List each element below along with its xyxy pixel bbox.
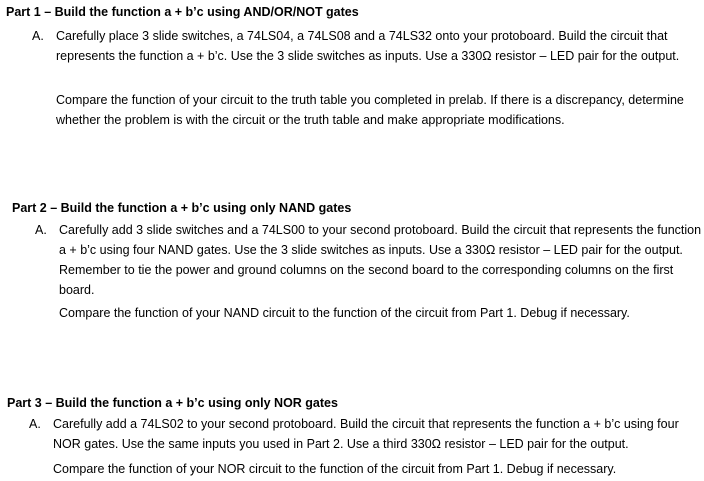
part-3-instructions: Carefully add a 74LS02 to your second protoboard. Build the circuit that represents the function a + b’c using four NOR gates. Use the same inputs you used in Part 2. Use a third 330Ω resistor – LED pair for the output. <box>53 417 679 451</box>
part-1-instructions: Carefully place 3 slide switches, a 74LS04, a 74LS08 and a 74LS32 onto your protoboard. Build the circuit that represents the function a + b’c. Use the 3 slide switches as inputs. Use a 330Ω resistor – LED pair for the output. <box>56 29 680 63</box>
part-3-compare-note: Compare the function of your NOR circuit to the function of the circuit from Part 1. Debug if necessary. <box>53 462 617 476</box>
part-3-item-marker: A. <box>29 417 41 431</box>
part-2-instructions: Carefully add 3 slide switches and a 74LS00 to your second protoboard. Build the circuit that represents the function a + b’c using four NAND gates. Use the 3 slide switches as inputs. Use a 330Ω resistor – LED pair for the output. Remember to tie the power and ground columns on the second board to the corresponding columns on the first board. <box>59 223 702 297</box>
part-2-item-marker: A. <box>35 223 47 237</box>
part-2-heading: Part 2 – Build the function a + b’c using only NAND gates <box>12 201 352 215</box>
part-1-heading: Part 1 – Build the function a + b’c using AND/OR/NOT gates <box>6 5 359 19</box>
part-1-compare-note: Compare the function of your circuit to the truth table you completed in prelab. If there is a discrepancy, determine whether the problem is with the circuit or the truth table and make appropriate modifications. <box>56 93 684 127</box>
part-2-compare-note: Compare the function of your NAND circuit to the function of the circuit from Part 1. Debug if necessary. <box>59 306 630 320</box>
part-3-heading: Part 3 – Build the function a + b’c using only NOR gates <box>7 396 338 410</box>
part-1-item-marker: A. <box>32 29 44 43</box>
